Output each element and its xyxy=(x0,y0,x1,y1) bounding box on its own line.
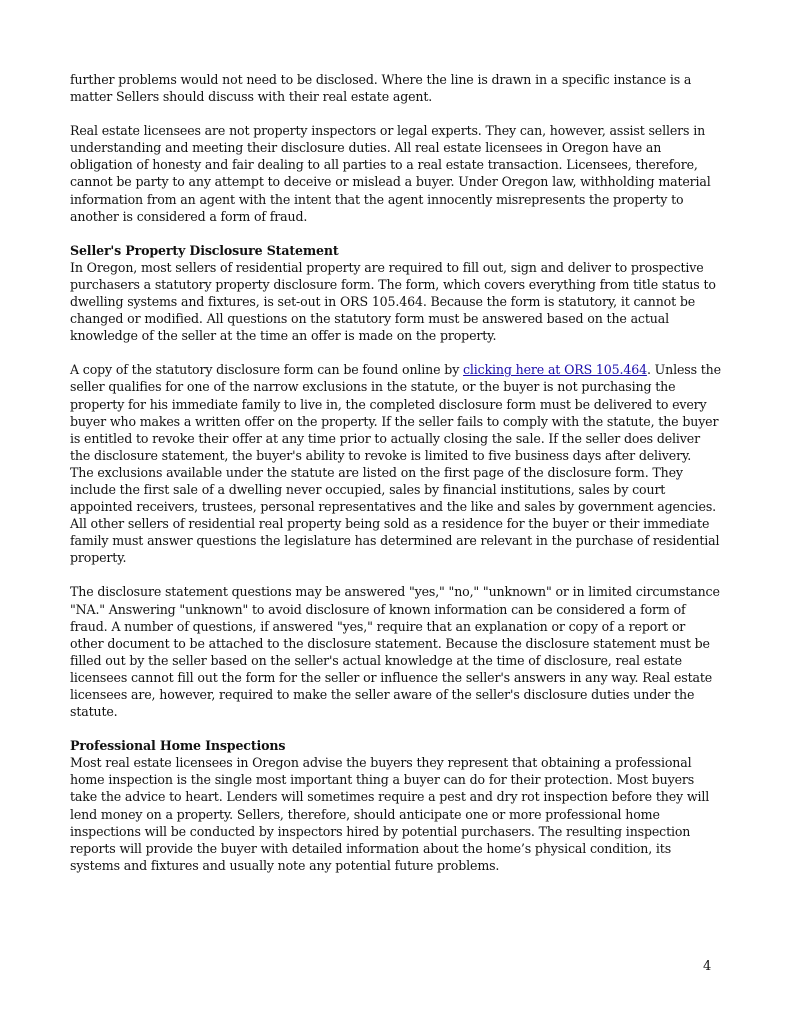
document-page xyxy=(70,71,722,891)
paragraph-oregon-disclosure-form: In Oregon, most sellers of residential property are required to fill out, sign and deliver to prospective purchasers a statutory property disclosure form. The form, which covers everything from title status to dwelling systems and fixtures, is set-out in ORS 105.464. Because the form is statutory, it cannot be changed or modified. All questions on the statutory form must be answered based on the actual knowledge of the seller at the time an offer is made on the property. xyxy=(70,259,716,344)
link-lead-text: A copy of the statutory disclosure form can be found online by xyxy=(70,362,464,378)
ors-105-464-link[interactable]: clicking here at ORS 105.464 xyxy=(463,362,647,378)
link-trailing-text: . Unless the seller qualifies for one of the narrow exclusions in the statute, or the buyer is not purchasing the property for his immediate family to live in, the completed disclosure form must be delivered to every buyer who makes a written offer on the property. If the seller fails to comply with the statute, the buyer is entitled to revoke their offer at any time prior to actually closing the sale. If the seller does deliver the disclosure statement, the buyer's ability to revoke is limited to five business days after delivery. xyxy=(70,362,721,463)
paragraph-answer-options: The disclosure statement questions may be answered "yes," "no," "unknown" or in limited circumstance "NA." Answering "unknown" to avoid disclosure of known information can be considered a form of fraud. A number of questions, if answered "yes," require that an explanation or copy of a report or other document to be attached to the disclosure statement. Because the disclosure statement must be filled out by the seller based on the seller's actual knowledge at the time of disclosure, real estate licensees cannot fill out the form for the seller or influence the seller's answers in any way. Real estate licensees are, however, required to make the seller aware of the seller's disclosure duties under the statute. xyxy=(70,584,720,720)
paragraph-line-drawn: further problems would not need to be disclosed. Where the line is drawn in a specific instance is a matter Sellers should discuss with their real estate agent. xyxy=(70,72,692,105)
heading-sellers-property-disclosure: Seller's Property Disclosure Statement xyxy=(70,242,339,258)
page-number: 4 xyxy=(703,959,712,974)
paragraph-licensees-not-inspectors: Real estate licensees are not property inspectors or legal experts. They can, however, assist sellers in understanding and meeting their disclosure duties. All real estate licensees in Oregon have an obligation of honesty and fair dealing to all parties to a real estate transaction. Licensees, therefore, cannot be party to any attempt to deceive or mislead a buyer. Under Oregon law, withholding material information from an agent with the intent that the agent innocently misrepresents the property to another is considered a form of fraud. xyxy=(70,123,711,224)
paragraph-home-inspections: Most real estate licensees in Oregon advise the buyers they represent that obtaining a professional home inspection is the single most important thing a buyer can do for their protection. Most buyers take the advice to heart. Lenders will sometimes require a pest and dry rot inspection before they will lend money on a property. Sellers, therefore, should anticipate one or more professional home inspections will be conducted by inspectors hired by potential purchasers. The resulting inspection reports will provide the buyer with detailed information about the home’s physical condition, its systems and fixtures and usually note any potential future problems. xyxy=(70,755,710,873)
paragraph-statutory-form-copy xyxy=(70,361,722,464)
heading-professional-home-inspections: Professional Home Inspections xyxy=(70,738,286,754)
paragraph-exclusions: The exclusions available under the statute are listed on the first page of the disclosure form. They include the first sale of a dwelling never occupied, sales by financial institutions, sales by court appointed receivers, trustees, personal representatives and the like and sales by government agencies. All other sellers of residential real property being sold as a residence for the buyer or their immediate family must answer questions the legislature has determined are relevant in the purchase of residential property. xyxy=(70,464,720,566)
